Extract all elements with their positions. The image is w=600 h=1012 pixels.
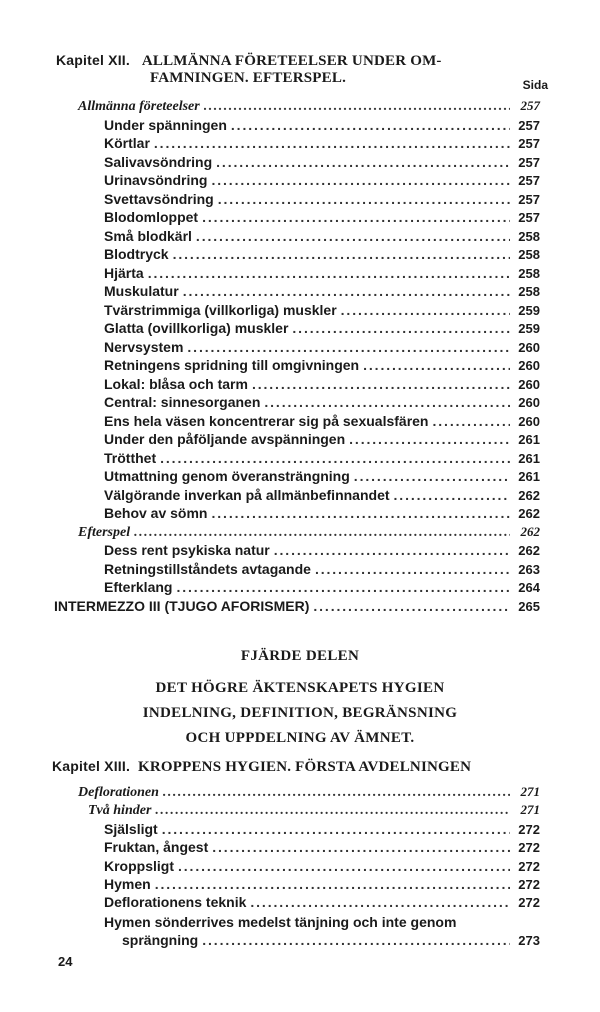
toc-entry-text: Utmattning genom överansträngning [104, 468, 350, 484]
toc-entry-text: Allmänna företeelser [78, 99, 200, 114]
part-4-line3: OCH UPPDELNING AV ÄMNET. [185, 730, 415, 746]
toc-entry [78, 98, 540, 116]
toc-leader-dots [252, 376, 510, 392]
toc-leader-dots [274, 542, 510, 558]
toc-entry-text: Kroppsligt [104, 857, 174, 874]
part-4-line1: DET HÖGRE ÄKTENSKAPETS HYGIEN [155, 680, 445, 696]
toc-leader-dots [173, 246, 510, 262]
toc-entry-page: 264 [518, 580, 540, 595]
part-4-heading: FJÄRDE DELEN [240, 648, 360, 664]
toc-entry-page: 272 [518, 858, 540, 874]
toc-entry-text: Tvärstrimmiga (villkorliga) muskler [104, 301, 337, 318]
chapter-13-label: Kapitel XIII. [52, 758, 131, 774]
toc-leader-dots [155, 876, 510, 892]
chapter-12-title-line2-wrap [150, 70, 530, 87]
toc-entry-text: Central: sinnesorganen [104, 394, 261, 410]
chapter-12-heading [56, 52, 546, 70]
toc-entry [104, 579, 540, 597]
toc-entry [104, 376, 540, 394]
chapter-13-title: KROPPENS HYGIEN. FÖRSTA AVDELNINGEN [137, 759, 472, 775]
toc-entry-text: Fruktan, ångest [104, 839, 209, 856]
toc-entry-page: 260 [518, 413, 540, 429]
toc-leader-dots [231, 117, 510, 133]
toc-entry [104, 283, 540, 301]
toc-entry-text: Blodtryck [104, 246, 169, 262]
toc-entry-text: Små blodkärl [104, 227, 192, 244]
toc-entry-text: Efterklang [104, 579, 173, 595]
chapter-12-label: Kapitel XII. [56, 52, 130, 68]
toc-leader-dots [155, 803, 510, 819]
toc-entry [104, 265, 540, 283]
toc-entry-text: Trötthet [104, 449, 157, 466]
toc-entry-page: 257 [518, 173, 540, 188]
toc-entry-text: Nervsystem [104, 338, 184, 355]
toc-entry-text-line2: sprängning [122, 932, 199, 948]
toc-leader-dots [433, 413, 511, 429]
toc-leader-dots [196, 228, 510, 244]
toc-entry-page: 261 [518, 432, 540, 447]
toc-entry [104, 839, 540, 857]
toc-entry-text: Dess rent psykiska natur [104, 542, 270, 558]
toc-entry-text: Deflorationens teknik [104, 894, 247, 911]
toc-entry-page: 258 [518, 228, 540, 244]
toc-entry [104, 228, 540, 246]
toc-leader-dots [211, 172, 510, 188]
toc-entry-page: 260 [518, 358, 540, 373]
toc-leader-dots [176, 579, 510, 595]
toc-entry [104, 135, 540, 153]
toc-entry-multiline [104, 914, 540, 932]
toc-entry-page: 257 [518, 136, 540, 151]
toc-leader-dots [216, 154, 510, 170]
toc-entry-page: 265 [518, 598, 540, 614]
toc-leader-dots [162, 821, 510, 837]
toc-entry-text: Retningens spridning till omgivningen [104, 357, 360, 373]
toc-entry-page: 262 [520, 523, 540, 539]
toc-leader-dots [218, 191, 510, 207]
toc-entry-text: Svettavsöndring [104, 190, 214, 207]
toc-entry [104, 209, 540, 227]
toc-entry [88, 802, 540, 820]
toc-entry [54, 598, 540, 616]
toc-entry-text: Två hinder [88, 803, 152, 819]
toc-leader-dots [160, 450, 510, 466]
toc-entry-text: Efterspel [78, 524, 131, 540]
toc-entry [104, 413, 540, 431]
toc-entry-page: 272 [518, 821, 540, 837]
toc-entry-text: Under den påföljande avspänningen [104, 431, 346, 447]
toc-leader-dots [264, 394, 510, 410]
toc-entry [104, 561, 540, 579]
toc-entry-page: 260 [518, 395, 540, 410]
toc-entry-page: 261 [518, 450, 540, 466]
toc-leader-dots [202, 209, 510, 225]
toc-leader-dots [315, 561, 510, 577]
toc-entry-page: 257 [518, 210, 540, 225]
toc-entry-page: 257 [518, 191, 540, 207]
toc-entry-page: 272 [518, 877, 540, 892]
toc-entry-text: Blodomloppet [104, 209, 199, 225]
toc-entry-text: Välgörande inverkan på allmänbefinnandet [104, 486, 390, 503]
toc-leader-dots [394, 487, 510, 503]
toc-entry [104, 858, 540, 876]
toc-entry-page: 262 [518, 487, 540, 503]
toc-leader-dots [154, 135, 510, 151]
toc-leader-dots [363, 357, 510, 373]
toc-entry [104, 450, 540, 468]
toc-leader-dots [163, 785, 510, 801]
toc-entry [104, 117, 540, 135]
toc-leader-dots [354, 468, 510, 484]
toc-entry-text: Muskulatur [104, 283, 179, 299]
toc-entry-page: 262 [518, 506, 540, 521]
toc-entry-text: Under spänningen [104, 116, 227, 133]
toc-entry [104, 487, 540, 505]
toc-entry [104, 302, 540, 320]
toc-entry [104, 876, 540, 894]
toc-entry-page: 273 [518, 933, 540, 948]
toc-entry-page: 272 [518, 895, 540, 911]
toc-entry-text: Lokal: blåsa och tarm [104, 375, 248, 392]
toc-leader-dots [211, 505, 510, 521]
toc-entry-text-line1: Hymen sönderrives medelst tänjning och inte genom [104, 914, 457, 930]
toc-leader-dots [349, 431, 510, 447]
toc-entry-text: Retningstillståndets avtagande [104, 560, 311, 577]
toc-entry-page: 260 [518, 339, 540, 355]
part-4-line2: INDELNING, DEFINITION, BEGRÄNSNING [142, 705, 458, 721]
toc-entry-text: Behov av sömn [104, 505, 208, 521]
toc-entry-page: 261 [518, 469, 540, 484]
toc-entry [104, 357, 540, 375]
toc-entry-text: Urinavsöndring [104, 172, 208, 188]
chapter-12-title-line1: ALLMÄNNA FÖRETEELSER UNDER OM- [141, 53, 442, 69]
toc-entry-page: 271 [520, 784, 540, 799]
chapter-12-title-line2: FAMNINGEN. EFTERSPEL. [150, 70, 347, 86]
toc-entry [104, 191, 540, 209]
toc-entry-page: 259 [518, 321, 540, 336]
toc-entry-page: 271 [520, 802, 540, 818]
toc-entry-multiline-2 [122, 932, 540, 950]
toc-entry [104, 154, 540, 172]
toc-entry-page: 272 [518, 840, 540, 856]
sida-label: Sida [522, 78, 548, 92]
toc-entry-page: 258 [518, 247, 540, 262]
toc-entry [104, 339, 540, 357]
toc-entry-page: 257 [518, 117, 540, 133]
toc-entry-text: Glatta (ovillkorliga) muskler [104, 320, 289, 336]
toc-entry-text: Körtlar [104, 135, 150, 151]
toc-leader-dots [202, 932, 510, 948]
toc-entry-text: Ens hela väsen koncentrerar sig på sexualsfären [104, 412, 429, 429]
toc-entry [104, 542, 540, 560]
toc-entry [104, 246, 540, 264]
toc-leader-dots [204, 99, 510, 115]
toc-entry-page: 263 [518, 561, 540, 577]
toc-entry [104, 431, 540, 449]
toc-entry-page: 262 [518, 543, 540, 558]
toc-entry-page: 258 [518, 265, 540, 281]
toc-entry [104, 172, 540, 190]
toc-leader-dots [341, 302, 510, 318]
chapter-13-heading [52, 758, 552, 776]
toc-leader-dots [292, 320, 510, 336]
toc-entry-page: 257 [520, 98, 540, 113]
toc-entry [104, 394, 540, 412]
toc-entry-text: Salivavsöndring [104, 153, 213, 170]
toc-entry-text: Hjärta [104, 264, 144, 281]
toc-entry [104, 320, 540, 338]
toc-entry-page: 258 [518, 284, 540, 299]
toc-entry-text: Deflorationen [78, 785, 159, 800]
toc-leader-dots [183, 283, 510, 299]
toc-entry-text: Hymen [104, 876, 151, 892]
toc-leader-dots [134, 525, 510, 541]
toc-entry [104, 894, 540, 912]
toc-leader-dots [148, 265, 510, 281]
toc-entry [78, 784, 540, 802]
toc-entry-page: 257 [518, 154, 540, 170]
toc-entry [104, 821, 540, 839]
toc-entry [104, 468, 540, 486]
toc-entry-page: 259 [518, 302, 540, 318]
toc-leader-dots [212, 839, 510, 855]
toc-entry-text: INTERMEZZO III (TJUGO AFORISMER) [54, 597, 310, 614]
toc-leader-dots [187, 339, 510, 355]
toc-entry-text: Själsligt [104, 820, 158, 837]
toc-entry [78, 524, 540, 542]
page-number: 24 [58, 954, 73, 969]
toc-leader-dots [313, 598, 510, 614]
toc-leader-dots [178, 858, 510, 874]
toc-entry-page: 260 [518, 376, 540, 392]
toc-entry [104, 505, 540, 523]
toc-leader-dots [250, 894, 510, 910]
